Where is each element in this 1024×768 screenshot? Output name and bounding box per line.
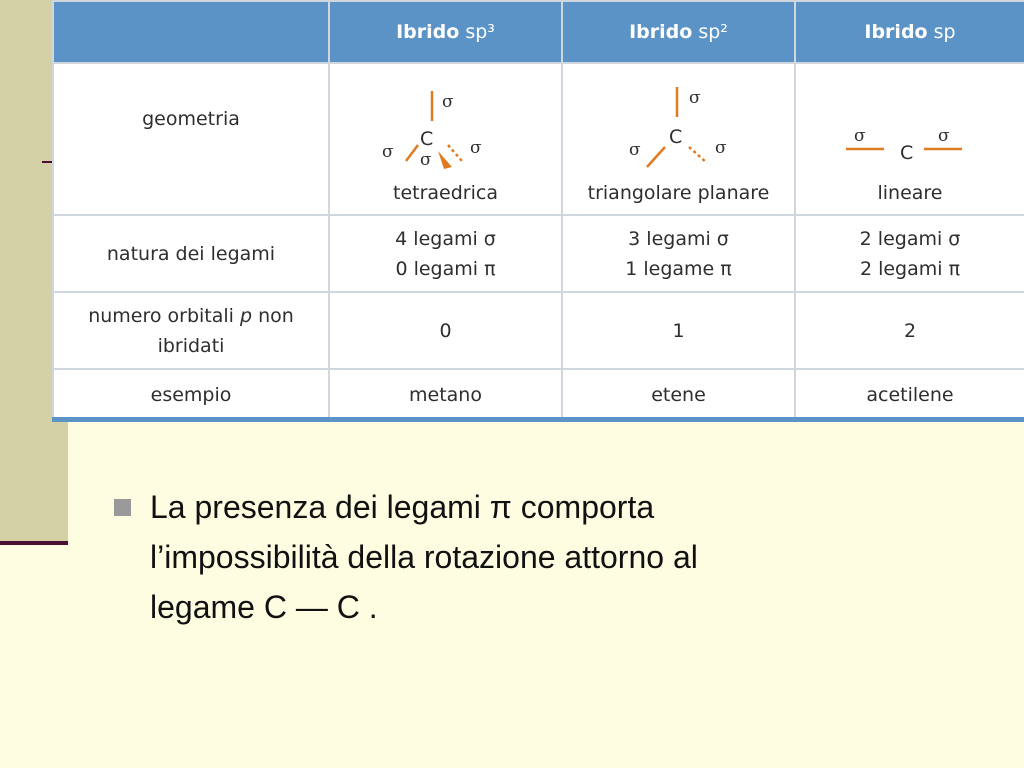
nature-sp3: 4 legami σ 0 legami π — [329, 215, 562, 292]
row-geometry — [53, 63, 1024, 215]
row-label-example: esempio — [53, 369, 329, 421]
row-label-orbitals: numero orbitali p non ibridati — [53, 292, 329, 369]
row-orbitals — [53, 292, 1024, 369]
bullet-line-1: La presenza dei legami π comporta — [150, 489, 655, 525]
svg-text:C: C — [668, 126, 682, 148]
svg-text:σ: σ — [628, 140, 641, 160]
nature-sp2: 3 legami σ 1 legame π — [562, 215, 795, 292]
geometry-caption-sp: lineare — [877, 182, 943, 204]
svg-text:σ: σ — [441, 92, 454, 112]
svg-text:C: C — [419, 128, 433, 150]
geometry-sp — [795, 63, 1024, 215]
svg-text:σ: σ — [381, 142, 394, 162]
header-row — [53, 1, 1024, 63]
header-sp: Ibrido sp — [795, 1, 1024, 63]
svg-text:σ: σ — [419, 150, 432, 170]
header-sp3: Ibrido sp³ — [329, 1, 562, 63]
linear-diagram — [840, 83, 980, 195]
table-bottom-bar — [52, 417, 1024, 422]
svg-text:σ: σ — [854, 126, 866, 146]
sidebar-divider — [0, 541, 68, 545]
geometry-sp3 — [329, 63, 562, 215]
bullet-square-icon — [114, 499, 131, 516]
tetrahedral-diagram — [376, 83, 516, 195]
row-nature — [53, 215, 1024, 292]
bullet-point — [114, 482, 874, 632]
example-sp3: metano — [329, 369, 562, 421]
row-label-geometry: geometria — [53, 63, 329, 215]
hybridization-table — [52, 0, 1024, 422]
bullet-line-3: legame C — C . — [150, 589, 378, 625]
geometry-caption-sp2: triangolare planare — [587, 182, 770, 204]
orbitals-sp3: 0 — [329, 292, 562, 369]
example-sp2: etene — [562, 369, 795, 421]
header-corner — [53, 1, 329, 63]
svg-text:σ: σ — [469, 138, 482, 158]
svg-text:σ: σ — [938, 126, 950, 146]
bullet-line-2: l’impossibilità della rotazione attorno al — [150, 539, 698, 575]
geometry-sp2 — [562, 63, 795, 215]
row-example — [53, 369, 1024, 421]
orbitals-sp: 2 — [795, 292, 1024, 369]
nature-sp: 2 legami σ 2 legami π — [795, 215, 1024, 292]
orbitals-sp2: 1 — [562, 292, 795, 369]
svg-text:σ: σ — [714, 138, 727, 158]
svg-text:C: C — [900, 142, 914, 164]
trigonal-planar-diagram — [609, 83, 749, 195]
example-sp: acetilene — [795, 369, 1024, 421]
geometry-caption-sp3: tetraedrica — [393, 182, 498, 204]
svg-text:σ: σ — [688, 88, 701, 108]
header-sp2: Ibrido sp² — [562, 1, 795, 63]
row-label-nature: natura dei legami — [53, 215, 329, 292]
